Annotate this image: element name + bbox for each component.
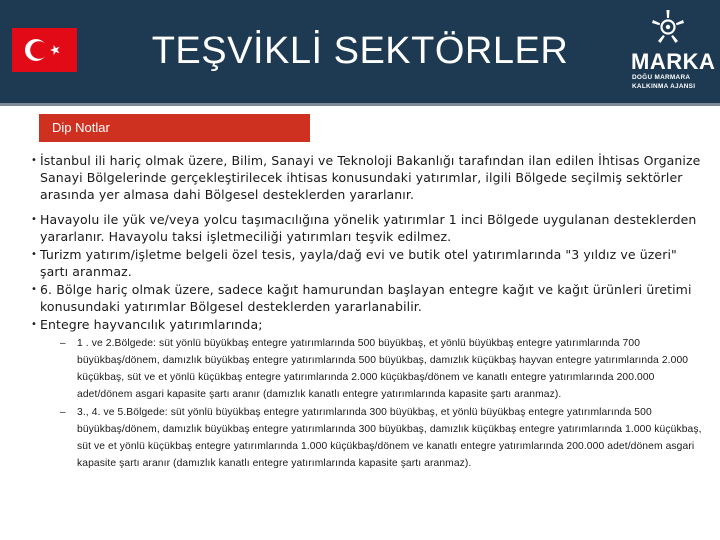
bullet-marker: • [31, 155, 37, 166]
bullet-marker: • [31, 319, 37, 330]
sub-bullet-item [60, 404, 708, 472]
bullet-text: 6. Bölge hariç olmak üzere, sadece kağıt hamurundan başlayan entegre kağıt ve kağıt ürünleri üretimi konusundaki yatırımlar Bölgesel desteklerden yararlanabilir. [40, 282, 692, 314]
bullet-text: Turizm yatırım/işletme belgeli özel tesis, yayla/dağ evi ve butik otel yatırımlarında "3 yıldız ve üzeri" şartı aranmaz. [40, 247, 677, 279]
dash-marker: – [60, 338, 66, 349]
marka-logo [626, 8, 716, 94]
bullet-item [33, 316, 708, 472]
bullet-text: İstanbul ili hariç olmak üzere, Bilim, Sanayi ve Teknoloji Bakanlığı tarafından ilan edilen İhtisas Organize Sanayi Bölgelerinde gerçekleştirilecek ihtisas konusundaki yatırımlar, ilgili Bölgede seçilmiş sektörler arasında yer almasa dahi Bölgesel desteklerden yararlanır. [40, 153, 701, 202]
star-logo-icon [648, 8, 688, 46]
logo-subtitle-line1: DOĞU MARMARA [632, 74, 691, 81]
bullet-marker: • [31, 249, 37, 260]
sub-bullet-text: 1 . ve 2.Bölgede: süt yönlü büyükbaş entegre yatırımlarında 500 büyükbaş, et yönlü büyükbaş entegre yatırımlarında 700 büyükbaş/dönem, damızlık büyükbaş entegre yatırımlarında 500 büyükbaş, damızlık küçükbaş hayvan entegre yatırımlarında 2.000 küçükbaş, süt ve et yönlü küçükbaş entegre yatırımlarında 2.000 küçükbaş/dönem ve kanatlı entegre yatırımlarında 200.000 adet/dönem asgari kapasite şartı aranır (damızlık kanatlı entegre yatırımlarında kapasite şartı aranmaz). [77, 338, 689, 400]
logo-subtitle-line2: KALKINMA AJANSI [632, 83, 696, 90]
bullet-item [33, 211, 708, 245]
dash-marker: – [60, 407, 66, 418]
bullet-item [33, 152, 708, 203]
page-title: TEŞVİKLİ SEKTÖRLER [151, 30, 569, 72]
sub-bullet-list [60, 335, 708, 472]
logo-wordmark: MARKA [631, 49, 716, 74]
bullet-item [33, 246, 708, 280]
bullet-marker: • [31, 214, 37, 225]
bullet-marker: • [31, 284, 37, 295]
sub-bullet-text: 3., 4. ve 5.Bölgede: süt yönlü büyükbaş entegre yatırımlarında 300 büyükbaş, et yönlü büyükbaş entegre yatırımlarında 500 büyükbaş/dönem, damızlık büyükbaş entegre yatırımlarında 300 büyükbaş, damızlık küçükbaş entegre yatırımlarında 1.000 küçükbaş, süt ve et yönlü küçükbaş entegre yatırımlarında 1.000 küçükbaş/dönem ve kanatlı entegre yatırımlarında 200.000 adet/dönem asgari kapasite şartı aranır (damızlık kanatlı entegre yatırımlarında kapasite şartı aranmaz). [77, 407, 702, 469]
section-tab-dip-notlar: Dip Notlar [39, 114, 310, 142]
header-bar [0, 0, 720, 103]
notes-content [33, 152, 708, 472]
bullet-item [33, 281, 708, 315]
header-divider [0, 103, 720, 106]
bullet-text: Havayolu ile yük ve/veya yolcu taşımacılığına yönelik yatırımlar 1 inci Bölgede uygulanan desteklerden yararlanır. Havayolu taksi işletmeciliği yatırımları teşvik edilmez. [40, 212, 697, 244]
bullet-list [33, 152, 708, 472]
sub-bullet-item [60, 335, 708, 403]
bullet-text: Entegre hayvancılık yatırımlarında; [40, 317, 263, 332]
turkish-flag-icon [12, 28, 77, 72]
